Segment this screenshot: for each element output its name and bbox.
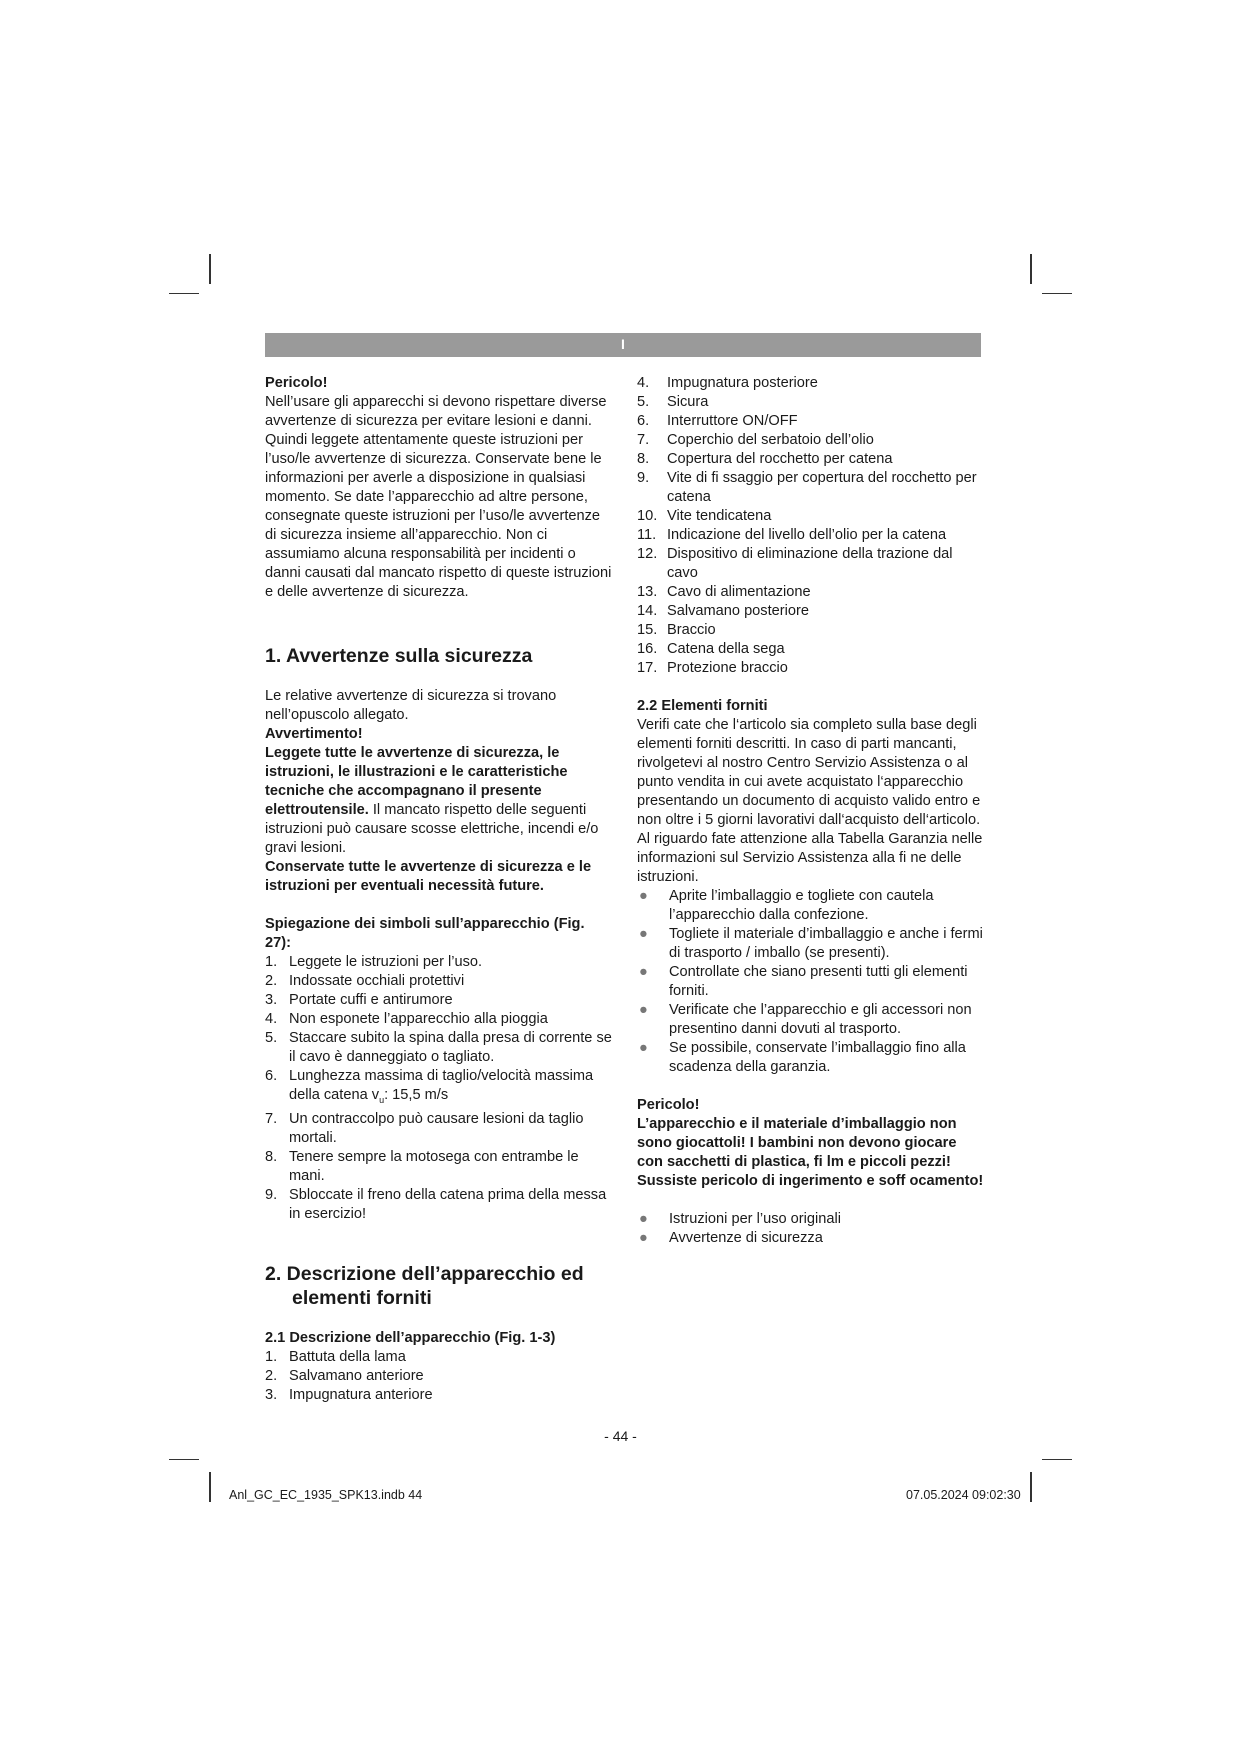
item-number: 9. xyxy=(637,470,650,486)
crop-mark-top-left-v xyxy=(209,254,211,284)
danger-title: Pericolo! xyxy=(265,375,328,391)
item-number: 5. xyxy=(637,394,650,410)
section-2-1-heading: 2.1 Descrizione dell’apparecchio (Fig. 1-3) xyxy=(265,1329,556,1346)
danger-2-text: L’apparecchio e il materiale d’imballaggio non sono giocattoli! I bambini non devono giocare con sacchetti di plastica, fi lm e piccoli pezzi! Sussiste pericolo di ingerimento e soff ocamento! xyxy=(637,1116,984,1189)
bullet-icon: ● xyxy=(639,926,648,942)
unpacking-bullet-list xyxy=(637,887,985,1077)
item-number: 8. xyxy=(265,1148,278,1165)
parts-list-item xyxy=(637,526,985,545)
item-text: Cavo di alimentazione xyxy=(667,584,811,600)
item-text: Tenere sempre la motosega con entrambe le mani. xyxy=(289,1148,579,1184)
language-label: I xyxy=(621,336,625,352)
item-text: Leggete le istruzioni per l’uso. xyxy=(289,954,483,970)
item-text: Catena della sega xyxy=(667,641,785,657)
symbols-list-item xyxy=(265,1148,613,1186)
item-number: 6. xyxy=(265,1068,278,1084)
parts-list-item xyxy=(637,621,985,640)
language-header-bar xyxy=(265,333,981,357)
parts-list-item xyxy=(637,431,985,450)
parts-list-item xyxy=(637,393,985,412)
item-text: Sbloccate il freno della catena prima della messa in esercizio! xyxy=(289,1186,607,1222)
bullet-icon: ● xyxy=(639,1002,648,1018)
item-text: Indicazione del livello dell’olio per la catena xyxy=(667,527,947,543)
parts-list-item xyxy=(637,374,985,393)
parts-list-item xyxy=(637,545,985,583)
section-2-heading: 2. Descrizione dell’apparecchio ed elementi forniti xyxy=(265,1262,584,1309)
item-text: Portate cuffi e antirumore xyxy=(289,992,453,1008)
crop-mark-top-left-h xyxy=(169,293,199,294)
symbols-list-item xyxy=(265,1010,613,1029)
speed-value: : 15,5 m/s xyxy=(384,1087,449,1103)
symbols-list-item xyxy=(265,972,613,991)
symbols-list-item xyxy=(265,1029,613,1067)
bullet-text: Togliete il materiale d’imballaggio e anche i fermi di trasporto / imballo (se presenti). xyxy=(669,926,983,961)
item-text: Impugnatura posteriore xyxy=(667,375,818,391)
bullet-text: Aprite l’imballaggio e togliete con cautela l’apparecchio dalla confezione. xyxy=(669,888,934,923)
parts-list-item xyxy=(637,450,985,469)
item-number: 13. xyxy=(637,584,658,600)
item-text: Indossate occhiali protettivi xyxy=(289,973,465,989)
item-number: 9. xyxy=(265,1186,278,1203)
parts-list-item xyxy=(265,1367,613,1386)
item-number: 2. xyxy=(265,1367,278,1384)
item-text: Lunghezza massima di taglio/velocità massima della catena v xyxy=(289,1068,594,1103)
crop-mark-bottom-right-h xyxy=(1042,1459,1072,1460)
item-text: Dispositivo di eliminazione della trazione dal cavo xyxy=(667,546,953,581)
danger-2-title: Pericolo! xyxy=(637,1097,700,1113)
item-number: 1. xyxy=(265,954,278,970)
parts-list-item xyxy=(637,583,985,602)
parts-list-item xyxy=(637,469,985,507)
page-number: - 44 - xyxy=(604,1428,637,1444)
bullet-icon: ● xyxy=(639,964,648,980)
footer-timestamp: 07.05.2024 09:02:30 xyxy=(906,1488,1021,1502)
item-text: Vite di fi ssaggio per copertura del rocchetto per catena xyxy=(667,470,977,505)
bullet-text: Verificate che l’apparecchio e gli accessori non presentino danni dovuti al trasporto. xyxy=(669,1002,972,1037)
item-number: 15. xyxy=(637,622,658,638)
footer-file-name: Anl_GC_EC_1935_SPK13.indb 44 xyxy=(229,1488,423,1502)
parts-list-right xyxy=(637,374,985,678)
bullet-text: Controllate che siano presenti tutti gli elementi forniti. xyxy=(669,964,968,999)
item-text: Sicura xyxy=(667,394,709,410)
bullet-text: Avvertenze di sicurezza xyxy=(669,1230,823,1246)
bullet-text: Istruzioni per l’uso originali xyxy=(669,1211,841,1227)
bullet-icon: ● xyxy=(639,1230,648,1246)
bullet-item xyxy=(637,925,985,963)
bullet-item xyxy=(637,1210,985,1229)
item-number: 16. xyxy=(637,641,658,657)
section-1-text: Le relative avvertenze di sicurezza si trovano nell’opuscolo allegato. xyxy=(265,688,557,723)
item-number: 4. xyxy=(265,1011,278,1027)
symbols-list xyxy=(265,953,613,1224)
bullet-item xyxy=(637,1229,985,1248)
item-number: 1. xyxy=(265,1348,278,1365)
item-number: 14. xyxy=(637,603,658,619)
item-number: 17. xyxy=(637,660,658,676)
parts-list-item xyxy=(637,507,985,526)
item-number: 7. xyxy=(265,1110,278,1127)
warning-paragraph xyxy=(265,744,613,858)
item-number: 10. xyxy=(637,508,658,524)
warning-bold-text: Leggete tutte le avvertenze di sicurezza, le istruzioni, le illustrazioni e le caratteristiche tecniche che accompagnano il presente elettroutensile. xyxy=(265,745,568,818)
parts-list-item xyxy=(265,1386,613,1405)
item-number: 8. xyxy=(637,451,650,467)
item-number: 12. xyxy=(637,546,658,562)
warning-text: Il mancato rispetto delle seguenti istruzioni può causare scosse elettriche, incendi e/o gravi lesioni. xyxy=(265,802,599,856)
bullet-text: Se possibile, conservate l’imballaggio fino alla scadenza della garanzia. xyxy=(669,1040,966,1075)
symbols-heading: Spiegazione dei simboli sull’apparecchio (Fig. 27): xyxy=(265,916,585,951)
item-text: Staccare subito la spina dalla presa di corrente se il cavo è danneggiato o tagliato. xyxy=(289,1030,612,1065)
section-2-2-text: Verifi cate che l‘articolo sia completo sulla base degli elementi forniti descritti. In caso di parti mancanti, rivolgetevi al nostro Centro Servizio Assistenza o al punto vendita in cui avete acquistato l‘apparecchio presentando un documento di acquisto valido entro e non oltre i 5 giorni lavorativi dall‘acquisto dell‘articolo. Al riguardo fate attenzione alla Tabella Garanzia nelle informazioni sul Servizio Assistenza alla fi ne delle istruzioni. xyxy=(637,717,983,885)
parts-list-item xyxy=(637,659,985,678)
parts-list-item xyxy=(637,602,985,621)
crop-mark-top-right-v xyxy=(1030,254,1032,284)
item-number: 3. xyxy=(265,992,278,1008)
parts-list-left xyxy=(265,1348,613,1405)
symbols-list-item xyxy=(265,1186,613,1224)
item-number: 2. xyxy=(265,973,278,989)
bullet-item xyxy=(637,1001,985,1039)
symbols-list-item xyxy=(265,953,613,972)
item-text: Interruttore ON/OFF xyxy=(667,413,798,429)
crop-mark-top-right-h xyxy=(1042,293,1072,294)
bullet-icon: ● xyxy=(639,888,648,904)
bullet-item xyxy=(637,887,985,925)
left-column xyxy=(265,374,613,1405)
crop-mark-bottom-left-v xyxy=(209,1472,211,1502)
item-number: 5. xyxy=(265,1030,278,1046)
item-text: Impugnatura anteriore xyxy=(289,1386,433,1403)
item-text: Non esponete l’apparecchio alla pioggia xyxy=(289,1011,548,1027)
item-text: Coperchio del serbatoio dell’olio xyxy=(667,432,874,448)
danger-text: Nell’usare gli apparecchi si devono rispettare diverse avvertenze di sicurezza per evitare lesioni e danni. Quindi leggete attentamente queste istruzioni per l’uso/le avvertenze di sicurezza. Conservate bene le informazioni per averle a disposizione in qualsiasi momento. Se date l’apparecchio ad altre persone, consegnate queste istruzioni per l’uso/le avvertenze di sicurezza insieme all’apparecchio. Non ci assumiamo alcuna responsabilità per incidenti o danni causati dal mancato rispetto di queste istruzioni e delle avvertenze di sicurezza. xyxy=(265,394,612,600)
symbols-list-item xyxy=(265,1110,613,1148)
right-column xyxy=(637,374,985,1248)
item-text: Protezione braccio xyxy=(667,660,788,676)
item-text: Copertura del rocchetto per catena xyxy=(667,451,893,467)
item-number: 3. xyxy=(265,1386,278,1403)
item-text: Vite tendicatena xyxy=(667,508,772,524)
item-number: 4. xyxy=(637,375,650,391)
crop-mark-bottom-left-h xyxy=(169,1459,199,1460)
speed-subscript: u xyxy=(379,1094,385,1105)
bullet-item xyxy=(637,963,985,1001)
symbols-list-item xyxy=(265,991,613,1010)
section-1-heading: 1. Avvertenze sulla sicurezza xyxy=(265,645,533,667)
parts-list-item xyxy=(265,1348,613,1367)
item-text: Battuta della lama xyxy=(289,1348,406,1365)
bullet-item xyxy=(637,1039,985,1077)
keep-instructions-text: Conservate tutte le avvertenze di sicurezza e le istruzioni per eventuali necessità future. xyxy=(265,859,592,894)
section-2-2-heading: 2.2 Elementi forniti xyxy=(637,698,768,714)
documents-bullet-list xyxy=(637,1210,985,1248)
item-number: 7. xyxy=(637,432,650,448)
item-text: Braccio xyxy=(667,622,716,638)
parts-list-item xyxy=(637,412,985,431)
item-number: 11. xyxy=(637,527,657,543)
item-text: Un contraccolpo può causare lesioni da taglio mortali. xyxy=(289,1110,584,1146)
item-text: Salvamano anteriore xyxy=(289,1367,424,1384)
parts-list-item xyxy=(637,640,985,659)
symbols-list-item xyxy=(265,1067,613,1110)
warning-title: Avvertimento! xyxy=(265,726,363,742)
crop-mark-bottom-right-v xyxy=(1030,1472,1032,1502)
item-text: Salvamano posteriore xyxy=(667,603,809,619)
bullet-icon: ● xyxy=(639,1211,648,1227)
item-number: 6. xyxy=(637,413,650,429)
bullet-icon: ● xyxy=(639,1040,648,1056)
